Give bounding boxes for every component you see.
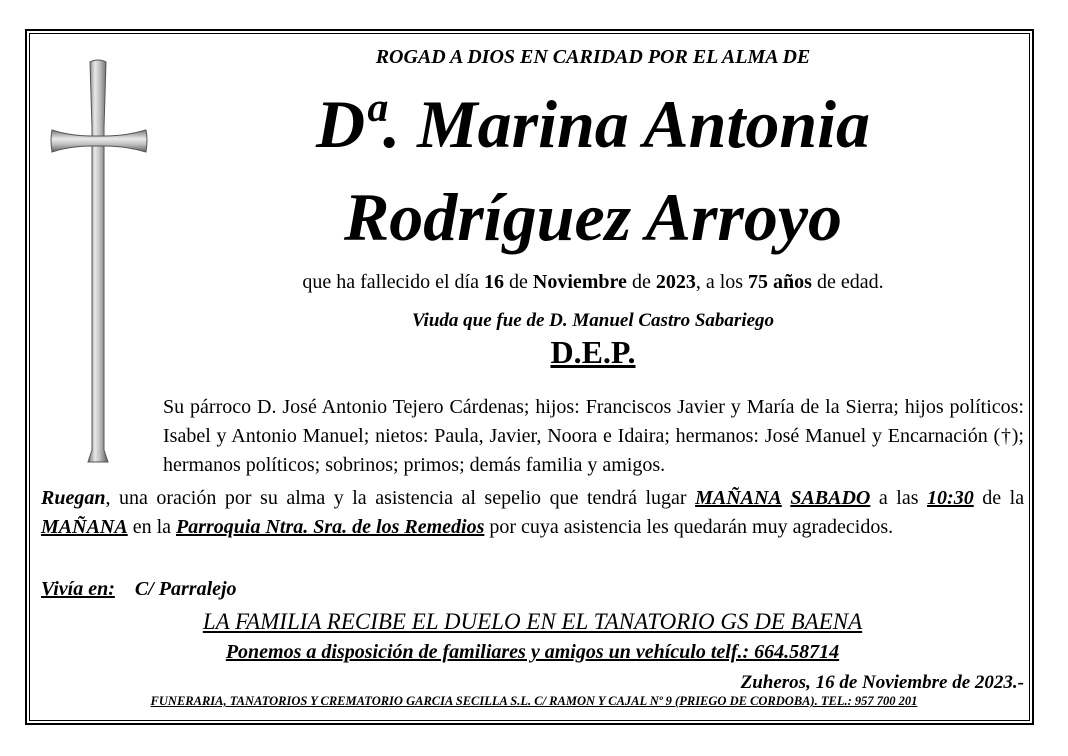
funeral-paragraph: Ruegan, una oración por su alma y la asistencia al sepelio que tendrá lugar MAÑANA SABADO a las 10:30 de la MAÑANA en la Parroquia Ntra. Sra. de los Remedios por cuya asistencia les quedarán muy agradecidos. <box>41 487 1025 538</box>
residence-line <box>41 578 237 601</box>
funeral-home-footer: FUNERARIA, TANATORIOS Y CREMATORIO GARCIA SECILLA S.L. C/ RAMON Y CAJAL Nº 9 (PRIEGO DE CORDOBA). TEL.: 957 700 201 <box>150 694 918 708</box>
date-place: Zuheros, 16 de Noviembre de 2023.- <box>740 672 1024 693</box>
residence-address: C/ Parralejo <box>134 578 237 600</box>
dep-text: D.E.P. <box>550 334 636 370</box>
death-date-line: que ha fallecido el día 16 de Noviembre de 2023, a los 75 años de edad. <box>302 271 884 293</box>
cross-icon <box>50 58 150 468</box>
deceased-name-line1: Dª. Marina Antonia <box>315 86 871 162</box>
vehicle-notice: Ponemos a disposición de familiares y amigos un vehículo telf.: 664.58714 <box>225 641 840 663</box>
deceased-name-line2: Rodríguez Arroyo <box>343 179 843 255</box>
residence-label: Vivía en: <box>41 578 115 600</box>
wake-announcement: LA FAMILIA RECIBE EL DUELO EN EL TANATORIO GS DE BAENA <box>202 609 863 634</box>
family-paragraph: Su párroco D. José Antonio Tejero Cárdenas; hijos: Franciscos Javier y María de la Sierra; hijos políticos: Isabel y Antonio Manuel; nietos: Paula, Javier, Noora e Idaira; hermanos: José Manuel y Encarnación (†); hermanos políticos; sobrinos; primos; demás familia y amigos. <box>163 396 1024 476</box>
widow-line: Viuda que fue de D. Manuel Castro Sabariego <box>411 310 775 331</box>
prayer-heading: ROGAD A DIOS EN CARIDAD POR EL ALMA DE <box>375 46 811 68</box>
